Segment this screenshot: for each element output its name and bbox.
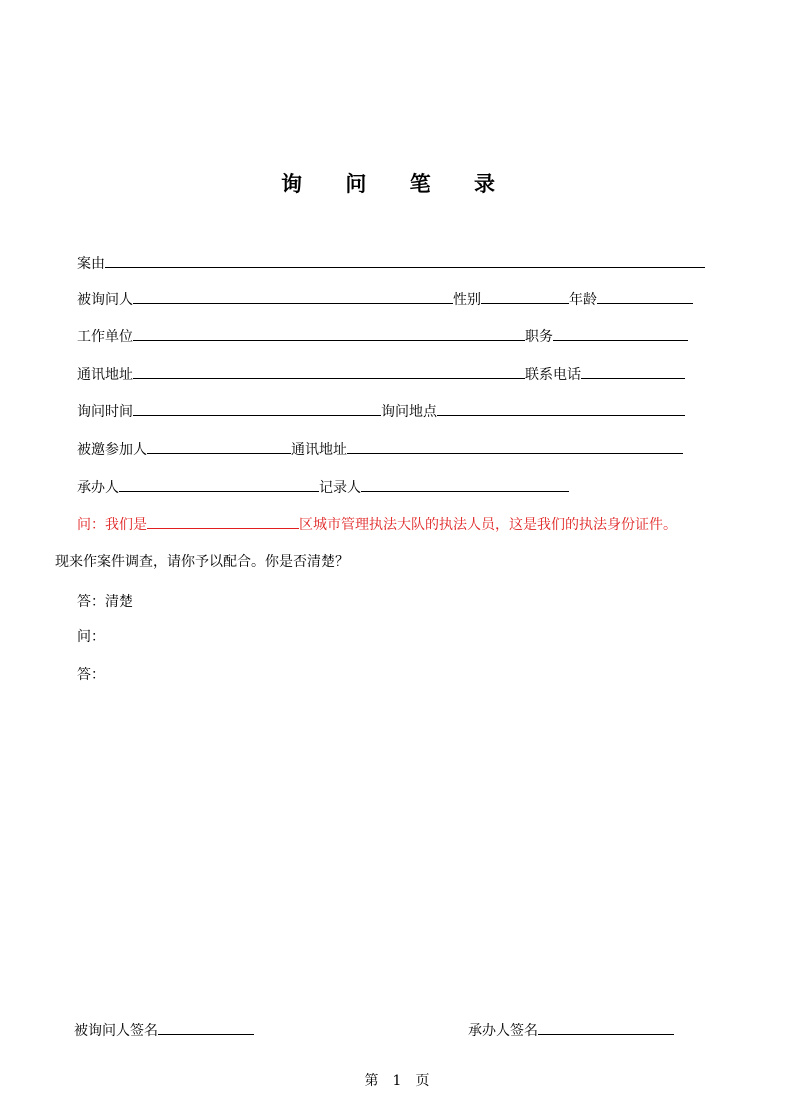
handler-row — [77, 478, 569, 497]
address-field[interactable] — [133, 365, 525, 379]
question-1-row — [77, 515, 677, 534]
interview-time-row — [77, 402, 685, 421]
position-field[interactable] — [553, 327, 688, 341]
recorder-label: 记录人 — [319, 480, 361, 496]
phone-label: 联系电话 — [525, 367, 581, 383]
case-reason-label: 案由 — [77, 256, 105, 272]
answer-1: 答：清楚 — [77, 594, 133, 610]
gender-field[interactable] — [481, 290, 569, 304]
invited-address-field[interactable] — [347, 440, 683, 454]
handler-label: 承办人 — [77, 480, 119, 496]
page-suffix: 页 — [415, 1073, 430, 1089]
work-unit-label: 工作单位 — [77, 329, 133, 345]
invited-participant-row — [77, 440, 683, 459]
invited-address-label: 通讯地址 — [291, 442, 347, 458]
work-unit-row — [77, 327, 688, 346]
interviewee-field[interactable] — [133, 290, 453, 304]
interview-place-field[interactable] — [437, 402, 685, 416]
question-1-continued: 现来作案件调查，请你予以配合。你是否清楚？ — [55, 554, 349, 570]
case-reason-row — [77, 254, 705, 273]
team-name-field[interactable] — [147, 515, 299, 529]
page-footer — [0, 1070, 794, 1090]
handler-field[interactable] — [119, 478, 319, 492]
phone-field[interactable] — [581, 365, 685, 379]
interviewee-signature-label: 被询问人签名 — [74, 1023, 158, 1039]
invited-participant-field[interactable] — [147, 440, 291, 454]
case-reason-field[interactable] — [105, 254, 705, 268]
answer-2: 答： — [77, 667, 105, 683]
handler-signature-field[interactable] — [538, 1021, 674, 1035]
question-1-prefix: 问：我们是 — [77, 517, 147, 533]
address-row — [77, 365, 685, 384]
handler-signature-row — [468, 1021, 674, 1040]
question-1-suffix: 区城市管理执法大队的执法人员，这是我们的执法身份证件。 — [299, 517, 677, 533]
position-label: 职务 — [525, 329, 553, 345]
invited-participant-label: 被邀参加人 — [77, 442, 147, 458]
address-label: 通讯地址 — [77, 367, 133, 383]
gender-label: 性别 — [453, 292, 481, 308]
page-prefix: 第 — [364, 1073, 379, 1089]
recorder-field[interactable] — [361, 478, 569, 492]
interviewee-row — [77, 290, 693, 309]
page-number: 1 — [392, 1073, 402, 1089]
document-title: 询 问 笔 录 — [281, 171, 513, 196]
interviewee-signature-field[interactable] — [158, 1021, 254, 1035]
age-field[interactable] — [597, 290, 693, 304]
interview-time-field[interactable] — [133, 402, 381, 416]
work-unit-field[interactable] — [133, 327, 525, 341]
interview-place-label: 询问地点 — [381, 404, 437, 420]
age-label: 年龄 — [569, 292, 597, 308]
handler-signature-label: 承办人签名 — [468, 1023, 538, 1039]
interview-time-label: 询问时间 — [77, 404, 133, 420]
interviewee-signature-row — [74, 1021, 254, 1040]
interviewee-label: 被询问人 — [77, 292, 133, 308]
question-2: 问： — [77, 629, 105, 645]
